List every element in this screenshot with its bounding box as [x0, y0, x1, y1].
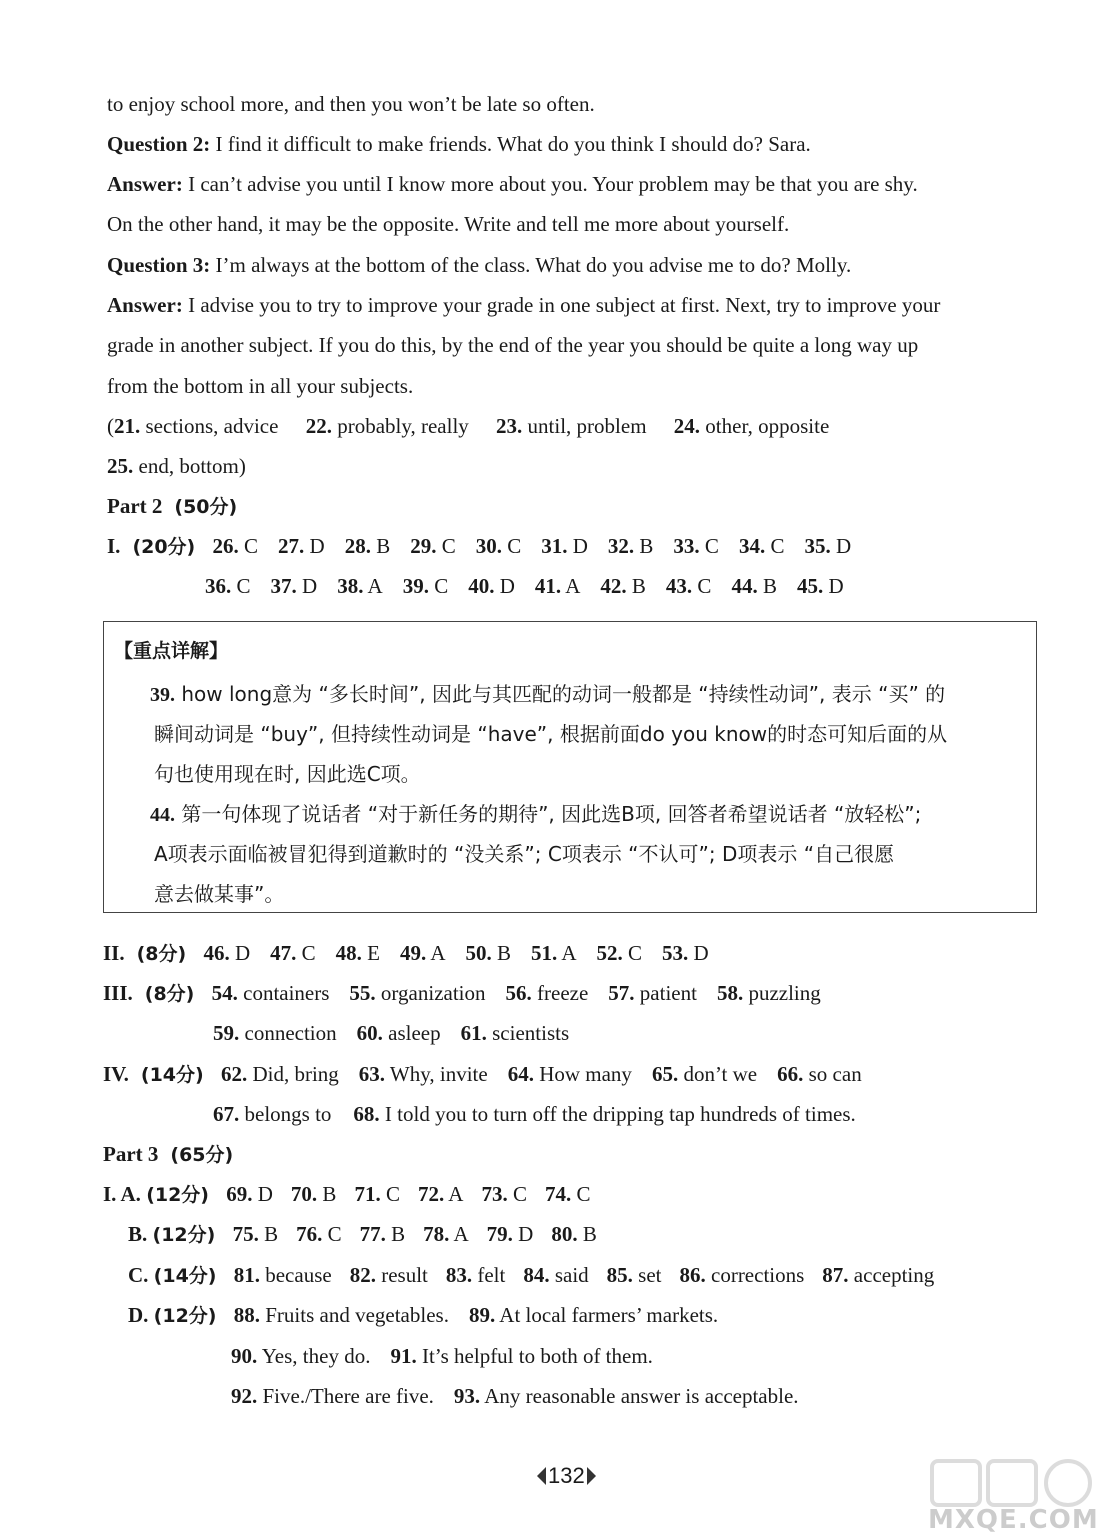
question-number: 84. [523, 1263, 550, 1287]
question-number: 86. [679, 1263, 706, 1287]
question-number: 58. [716, 981, 744, 1005]
explanation-44: 44. 第一句体现了说话者 “对于新任务的期待”, 因此选B项, 回答者希望说话者 “放轻松”; [150, 802, 922, 826]
question-number: 54. [211, 981, 238, 1005]
question-number: 40. [468, 574, 495, 598]
question-number: 74. [544, 1182, 572, 1206]
question-number: 38. [337, 574, 364, 598]
explanation-44-cont: 意去做某事”。 [154, 882, 285, 906]
answer-text: C [697, 574, 712, 598]
answer-item [213, 1102, 331, 1126]
section-2-row: II. (8分) 46. D 47. C 48. E 49. A 50. B 51. A 52. C 53. D [103, 941, 709, 965]
question-number: 28. [344, 534, 371, 558]
answer-item [296, 1222, 342, 1246]
answer-item [418, 1182, 464, 1206]
question-number: 41. [534, 574, 562, 598]
answer-item [652, 1062, 757, 1086]
answer-text: C [301, 941, 316, 965]
answer-2-cont: On the other hand, it may be the opposite. Write and tell me more about yourself. [107, 212, 790, 236]
section-3-row: III. (8分) 54. containers 55. organization 56. freeze 57. patient 58. puzzling [103, 981, 821, 1005]
answer-text: At local farmers’ markets. [499, 1303, 719, 1327]
question-number: 92. [231, 1384, 258, 1408]
answer-item [403, 574, 449, 598]
answer-text: result [381, 1263, 428, 1287]
answer-item [226, 1182, 273, 1206]
answer-item [231, 1344, 370, 1368]
question-number: 81. [233, 1263, 260, 1287]
answer-text: D [234, 941, 251, 965]
answer-text: B [582, 1222, 597, 1246]
question-number: 59. [213, 1021, 240, 1045]
answer-item [454, 1384, 799, 1408]
answer-item [234, 1263, 332, 1287]
answer-text: B [762, 574, 777, 598]
answer-item [487, 1222, 534, 1246]
question-number: 51. [531, 941, 558, 965]
answer-text: accepting [853, 1263, 935, 1287]
question-number: 50. [465, 941, 492, 965]
answer-text: containers [243, 981, 330, 1005]
question-number: 56. [505, 981, 532, 1005]
question-number: 93. [453, 1384, 481, 1408]
question-number: 52. [596, 941, 623, 965]
answer-item [680, 1263, 805, 1287]
answer-item [600, 574, 646, 598]
answer-text: How many [539, 1062, 632, 1086]
answer-item [608, 981, 697, 1005]
answer-text: C [628, 941, 643, 965]
answer-item [535, 574, 581, 598]
answer-item [666, 574, 712, 598]
answer-text: A [453, 1222, 469, 1246]
answer-item [777, 1062, 862, 1086]
question-number: 47. [270, 941, 297, 965]
answer-text: don’t we [683, 1062, 758, 1086]
question-number: 80. [551, 1222, 578, 1246]
answer-text: C [327, 1222, 342, 1246]
answer-item [271, 574, 318, 598]
answer-text: A [430, 941, 446, 965]
question-number: 34. [738, 534, 766, 558]
answer-text: A [561, 941, 577, 965]
answer-text: D [835, 534, 852, 558]
question-number: 33. [673, 534, 700, 558]
fill-answers-row: (21. sections, advice 22. probably, really 23. until, problem 24. other, opposite [107, 414, 830, 438]
answer-item [231, 1384, 434, 1408]
question-number: 57. [608, 981, 635, 1005]
answer-text: D [302, 574, 318, 598]
answer-item [400, 941, 446, 965]
answer-item [360, 1222, 406, 1246]
question-number: 26. [212, 534, 239, 558]
question-number: 36. [205, 574, 232, 598]
question-number: 35. [804, 534, 831, 558]
question-number: 64. [507, 1062, 534, 1086]
answer-text: corrections [711, 1263, 805, 1287]
answer-item [531, 941, 577, 965]
answer-text: Fruits and vegetables. [265, 1303, 449, 1327]
question-number: 73. [481, 1182, 508, 1206]
answer-text: B [376, 534, 391, 558]
question-3: Question 3: I’m always at the bottom of the class. What do you advise me to do? Molly. [107, 253, 852, 277]
question-number: 78. [423, 1222, 450, 1246]
answer-text: B [639, 534, 654, 558]
part-3-heading: Part 3 (65分) [103, 1142, 234, 1166]
answer-item [465, 941, 511, 965]
answer-item [345, 534, 391, 558]
answer-item [607, 1263, 662, 1287]
part-3-A-row: I. A. (12分) 69. D 70. B 71. C 72. A 73. C 74. C [103, 1182, 591, 1206]
question-number: 76. [296, 1222, 323, 1246]
answer-item [481, 1182, 527, 1206]
right-arrow-icon [587, 1467, 596, 1485]
answer-text: asleep [388, 1021, 441, 1045]
part-3-C-row: C. (14分) 81. because 82. result 83. felt 84. said 85. set 86. corrections 87. accepting [128, 1263, 935, 1287]
question-number: 44. [731, 574, 758, 598]
answer-item [545, 1182, 591, 1206]
answer-text: puzzling [748, 981, 821, 1005]
answer-item [739, 534, 785, 558]
question-number: 89. [468, 1303, 496, 1327]
question-number: 27. [278, 534, 305, 558]
answer-item [234, 1303, 449, 1327]
answer-item [213, 1021, 337, 1045]
answer-item [278, 534, 325, 558]
answer-text: C [576, 1182, 591, 1206]
answer-text: so can [808, 1062, 862, 1086]
question-number: 67. [213, 1102, 240, 1126]
explanation-39-cont: 句也使用现在时, 因此选C项。 [154, 762, 421, 786]
answer-item [446, 1263, 505, 1287]
answer-item [390, 1344, 652, 1368]
text-line: to enjoy school more, and then you won’t be late so often. [107, 92, 595, 116]
answer-item [359, 1062, 488, 1086]
question-number: 90. [231, 1344, 258, 1368]
question-number: 53. [662, 941, 689, 965]
answer-text: belongs to [244, 1102, 332, 1126]
answer-item [551, 1222, 597, 1246]
left-arrow-icon [537, 1467, 546, 1485]
answer-text: A [367, 574, 383, 598]
answer-item [731, 574, 777, 598]
answer-text: D [693, 941, 709, 965]
answer-text: A [565, 574, 581, 598]
answer-item [213, 534, 259, 558]
answer-text: said [554, 1263, 589, 1287]
answer-item [203, 941, 250, 965]
answer-text: set [638, 1263, 662, 1287]
answer-item [608, 534, 654, 558]
question-number: 55. [349, 981, 376, 1005]
question-number: 71. [354, 1182, 381, 1206]
answer-item [350, 1263, 428, 1287]
answer-text: Any reasonable answer is acceptable. [484, 1384, 799, 1408]
section-3-row [213, 1021, 589, 1045]
answer-item [233, 1222, 279, 1246]
question-number: 75. [232, 1222, 259, 1246]
question-number: 87. [822, 1263, 849, 1287]
question-number: 85. [606, 1263, 633, 1287]
question-number: 65. [651, 1062, 679, 1086]
answer-text: E [367, 941, 380, 965]
answer-text: D [572, 534, 588, 558]
answer-text: connection [244, 1021, 337, 1045]
fill-answers-row: 25. end, bottom) [107, 454, 246, 478]
answer-text: C [236, 574, 251, 598]
explanation-39-cont: 瞬间动词是 “buy”, 但持续性动词是 “have”, 根据前面do you know的时态可知后面的从 [154, 722, 948, 746]
answer-text: B [264, 1222, 279, 1246]
answer-item [337, 574, 383, 598]
explanation-44-cont: A项表示面临被冒犯得到道歉时的 “没关系”; C项表示 “不认可”; D项表示 “自己很愿 [154, 842, 895, 866]
section-4-row [213, 1102, 878, 1126]
answer-item [410, 534, 456, 558]
answer-item [423, 1222, 469, 1246]
answer-text: B [391, 1222, 406, 1246]
answer-item [221, 1062, 339, 1086]
answer-item [662, 941, 709, 965]
answer-text: C [244, 534, 259, 558]
watermark-text: MXQE.COM [928, 1505, 1099, 1535]
answer-item [597, 941, 643, 965]
question-number: 79. [486, 1222, 513, 1246]
answer-text: freeze [537, 981, 589, 1005]
answer-text: D [828, 574, 844, 598]
question-number: 91. [390, 1344, 417, 1368]
answer-text: C [385, 1182, 400, 1206]
answer-text: B [631, 574, 646, 598]
answer-item [461, 1021, 570, 1045]
answer-text: D [309, 534, 325, 558]
question-number: 43. [665, 574, 693, 598]
answer-item [717, 981, 821, 1005]
answer-text: C [770, 534, 785, 558]
answer-text: felt [477, 1263, 506, 1287]
answer-3-cont: from the bottom in all your subjects. [107, 374, 414, 398]
part-2-heading: Part 2 (50分) [107, 494, 238, 518]
question-number: 30. [475, 534, 502, 558]
answer-text: C [441, 534, 456, 558]
answer-text: organization [380, 981, 486, 1005]
question-number: 49. [399, 941, 427, 965]
answer-text: C [434, 574, 449, 598]
answer-text: patient [639, 981, 697, 1005]
answer-text: because [265, 1263, 332, 1287]
answer-text: Why, invite [389, 1062, 488, 1086]
answer-item [212, 981, 330, 1005]
answer-item [804, 534, 851, 558]
question-number: 72. [417, 1182, 445, 1206]
answer-text: scientists [492, 1021, 570, 1045]
question-number: 45. [796, 574, 824, 598]
key-explanation-box [103, 621, 1037, 913]
question-number: 63. [358, 1062, 386, 1086]
question-number: 83. [445, 1263, 473, 1287]
question-number: 69. [226, 1182, 253, 1206]
question-number: 32. [607, 534, 635, 558]
answer-text: B [322, 1182, 337, 1206]
answer-text: D [257, 1182, 273, 1206]
answer-item [353, 1102, 855, 1126]
question-number: 31. [541, 534, 568, 558]
answer-3: Answer: I advise you to try to improve your grade in one subject at first. Next, try to improve your [107, 293, 941, 317]
question-number: 39. [402, 574, 429, 598]
answer-text: B [496, 941, 511, 965]
answer-text: C [512, 1182, 527, 1206]
answer-text: C [704, 534, 719, 558]
answer-text: D [499, 574, 515, 598]
question-number: 77. [359, 1222, 386, 1246]
answer-item [357, 1021, 441, 1045]
answer-item [468, 574, 515, 598]
answer-item [291, 1182, 337, 1206]
answer-3-cont: grade in another subject. If you do this, by the end of the year you should be quite a long way up [107, 333, 919, 357]
question-number: 62. [220, 1062, 248, 1086]
part-3-D-row [231, 1344, 673, 1368]
question-number: 60. [356, 1021, 383, 1045]
answer-item [336, 941, 380, 965]
answer-text: C [507, 534, 522, 558]
answer-text: D [518, 1222, 534, 1246]
question-number: 29. [410, 534, 437, 558]
part-2-section-1-row [205, 574, 864, 598]
answer-text: Did, bring [252, 1062, 339, 1086]
answer-item [506, 981, 589, 1005]
question-number: 70. [290, 1182, 318, 1206]
question-number: 88. [233, 1303, 260, 1327]
answer-item [476, 534, 522, 558]
answer-item [205, 574, 251, 598]
page-number: 132 [537, 1463, 596, 1489]
section-4-row: IV. (14分) 62. Did, bring 63. Why, invite 64. How many 65. don’t we 66. so can [103, 1062, 862, 1086]
question-number: 48. [335, 941, 362, 965]
answer-item [523, 1263, 588, 1287]
question-number: 61. [460, 1021, 487, 1045]
answer-item [469, 1303, 718, 1327]
answer-item [354, 1182, 400, 1206]
explanation-39: 39. how long意为 “多长时间”, 因此与其匹配的动词一般都是 “持续性动词”, 表示 “买” 的 [150, 682, 946, 706]
answer-text: I told you to turn off the dripping tap hundreds of times. [384, 1102, 856, 1126]
answer-item [673, 534, 719, 558]
part-3-B-row: B. (12分) 75. B 76. C 77. B 78. A 79. D 80. B [128, 1222, 597, 1246]
part-2-section-1-row: I. (20分) 26. C 27. D 28. B 29. C 30. C 31. D 32. B 33. C 34. C 35. D [107, 534, 852, 558]
answer-item [541, 534, 588, 558]
answer-item [508, 1062, 632, 1086]
answer-item [349, 981, 485, 1005]
part-3-D-row [231, 1384, 819, 1408]
answer-item [270, 941, 316, 965]
answer-2: Answer: I can’t advise you until I know more about you. Your problem may be that you are shy. [107, 172, 918, 196]
answer-text: It’s helpful to both of them. [421, 1344, 653, 1368]
answer-text: Five./There are five. [262, 1384, 434, 1408]
answer-text: Yes, they do. [261, 1344, 371, 1368]
question-number: 82. [349, 1263, 376, 1287]
part-3-D-row: D. (12分) 88. Fruits and vegetables. 89. At local farmers’ markets. [128, 1303, 719, 1327]
question-number: 42. [600, 574, 627, 598]
question-number: 68. [353, 1102, 380, 1126]
question-2: Question 2: I find it difficult to make friends. What do you think I should do? Sara. [107, 132, 811, 156]
answer-item [797, 574, 844, 598]
answer-text: A [448, 1182, 464, 1206]
question-number: 46. [203, 941, 230, 965]
box-title: 【重点详解】 [114, 640, 229, 662]
question-number: 66. [777, 1062, 804, 1086]
answer-item [822, 1263, 934, 1287]
question-number: 37. [270, 574, 297, 598]
